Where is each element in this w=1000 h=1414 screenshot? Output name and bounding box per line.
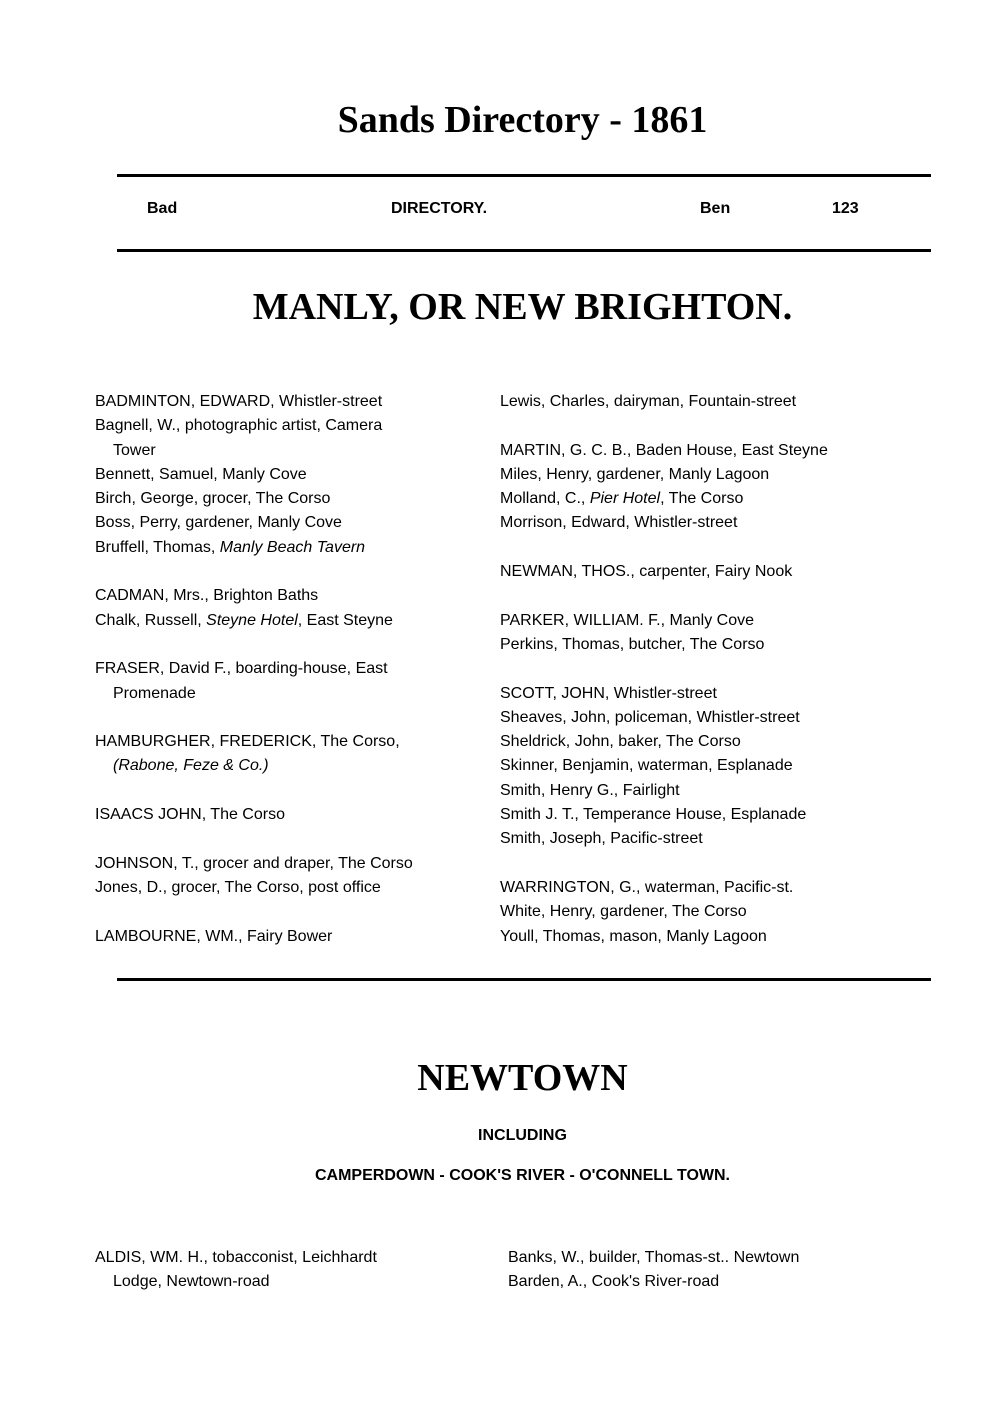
directory-entry [95, 1246, 425, 1295]
directory-entry [500, 682, 880, 706]
section-title-manly: MANLY, OR NEW BRIGHTON. [252, 286, 793, 328]
entry-gap [95, 706, 425, 730]
entry-text: ALDIS, WM. H., tobacconist, Leichhardt Lodge, Newtown-road [95, 1249, 377, 1291]
entry-text: White, Henry, gardener, The Corso [500, 903, 747, 921]
entry-text: , East Steyne [297, 611, 393, 629]
header-rule-bottom [117, 249, 931, 252]
entry-italic-text: Pier Hotel [589, 490, 661, 508]
page-number: 123 [832, 200, 859, 217]
directory-entry [500, 439, 880, 463]
entry-text: MARTIN, G. C. B., Baden House, East Steyne [500, 441, 828, 459]
section-subtitle: CAMPERDOWN - COOK'S RIVER - O'CONNELL TOWN. [314, 1167, 730, 1184]
entry-text: Youll, Thomas, mason, Manly Lagoon [500, 927, 767, 945]
directory-entry [500, 827, 880, 851]
entry-text: Perkins, Thomas, butcher, The Corso [500, 635, 765, 653]
entry-gap [95, 560, 425, 584]
entry-text: Smith, Joseph, Pacific-street [500, 830, 703, 848]
entry-text: Lewis, Charles, dairyman, Fountain-street [500, 393, 797, 410]
directory-entry [500, 633, 880, 657]
directory-entry [500, 900, 880, 924]
entry-gap [500, 852, 880, 876]
entry-text: Morrison, Edward, Whistler-street [500, 514, 738, 532]
directory-entry [500, 706, 880, 730]
entry-text: Bagnell, W., photographic artist, Camera Tower [95, 417, 383, 459]
directory-entry [95, 925, 425, 949]
entry-text: Smith J. T., Temperance House, Esplanade [500, 806, 807, 824]
directory-entry [500, 609, 880, 633]
directory-entry [500, 511, 880, 535]
section-title-newtown: NEWTOWN [417, 1057, 628, 1099]
directory-entry [500, 487, 880, 511]
entry-gap [500, 657, 880, 681]
directory-entry [500, 779, 880, 803]
directory-entry [500, 803, 880, 827]
directory-entry [95, 414, 425, 463]
entry-gap [500, 414, 880, 438]
running-header-center: DIRECTORY. [391, 200, 488, 217]
directory-entry [95, 730, 425, 779]
entry-gap [95, 827, 425, 851]
entry-text: Sheldrick, John, baker, The Corso [500, 733, 741, 751]
entry-italic-text: Manly Beach Tavern [219, 538, 366, 556]
section-divider-rule [117, 978, 931, 981]
entry-text: LAMBOURNE, WM., Fairy Bower [95, 927, 333, 945]
entry-text: Boss, Perry, gardener, Manly Cove [95, 514, 342, 532]
directory-entry [95, 657, 425, 706]
entry-text: Bruffell, Thomas, [95, 538, 220, 556]
entry-italic-text: (Rabone, Feze & Co.) [113, 757, 269, 775]
directory-entry [500, 754, 880, 778]
entry-text: FRASER, David F., boarding-house, East Promenade [95, 660, 388, 702]
entry-gap [500, 536, 880, 560]
entry-text: WARRINGTON, G., waterman, Pacific-st. [500, 878, 794, 896]
manly-right-column [500, 390, 880, 949]
entry-text: JOHNSON, T., grocer and draper, The Corso [95, 854, 413, 872]
directory-entry [95, 390, 425, 414]
entry-text: HAMBURGHER, FREDERICK, The Corso, [95, 733, 400, 751]
directory-entry [500, 463, 880, 487]
directory-entry [508, 1270, 888, 1294]
entry-text: Sheaves, John, policeman, Whistler-street [500, 708, 800, 726]
entry-text: Barden, A., Cook's River-road [508, 1273, 720, 1291]
running-header-right: Ben [700, 200, 731, 217]
entry-text: Birch, George, grocer, The Corso [95, 490, 331, 508]
directory-entry [95, 852, 425, 876]
entry-gap [95, 779, 425, 803]
header-rule-top [117, 174, 931, 177]
directory-entry [500, 925, 880, 949]
entry-text: Chalk, Russell, [95, 611, 207, 629]
entry-text: Skinner, Benjamin, waterman, Esplanade [500, 757, 793, 775]
directory-entry [95, 876, 425, 900]
newtown-left-column [95, 1246, 425, 1295]
directory-entry [95, 463, 425, 487]
newtown-right-column [508, 1246, 888, 1295]
entry-gap [95, 900, 425, 924]
directory-entry [95, 609, 425, 633]
entry-text: BADMINTON, EDWARD, Whistler-street [95, 393, 383, 410]
entry-text: CADMAN, Mrs., Brighton Baths [95, 587, 319, 605]
entry-gap [95, 633, 425, 657]
running-header-left: Bad [147, 200, 178, 217]
entry-text: , The Corso [660, 490, 744, 508]
entry-text: NEWMAN, THOS., carpenter, Fairy Nook [500, 563, 793, 581]
entry-gap [500, 584, 880, 608]
directory-entry [500, 560, 880, 584]
directory-entry [500, 876, 880, 900]
entry-text: Bennett, Samuel, Manly Cove [95, 465, 307, 483]
entry-text: ISAACS JOHN, The Corso [95, 806, 285, 824]
directory-entry [508, 1246, 888, 1270]
directory-entry [95, 536, 425, 560]
entry-text: SCOTT, JOHN, Whistler-street [500, 684, 717, 702]
entry-italic-text: Steyne Hotel [206, 611, 298, 629]
entry-text: Jones, D., grocer, The Corso, post office [95, 878, 381, 896]
entry-text: Smith, Henry G., Fairlight [500, 781, 680, 799]
entry-text: Miles, Henry, gardener, Manly Lagoon [500, 465, 770, 483]
directory-entry [95, 487, 425, 511]
directory-entry [500, 730, 880, 754]
directory-entry [500, 390, 880, 414]
directory-entry [95, 511, 425, 535]
section-including-label: INCLUDING [478, 1127, 567, 1144]
entry-text: PARKER, WILLIAM. F., Manly Cove [500, 611, 754, 629]
directory-entry [95, 803, 425, 827]
entry-text: Molland, C., [500, 490, 590, 508]
page-title: Sands Directory - 1861 [337, 99, 708, 141]
entry-text: Banks, W., builder, Thomas-st.. Newtown [508, 1249, 800, 1266]
directory-entry [95, 584, 425, 608]
manly-left-column [95, 390, 425, 949]
